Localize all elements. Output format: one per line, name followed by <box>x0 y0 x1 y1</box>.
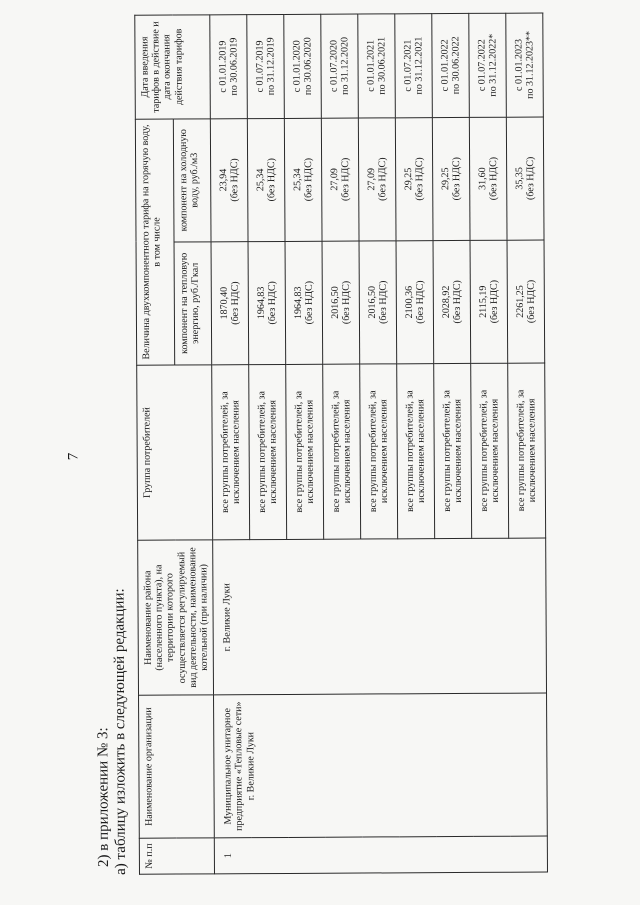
header-organization: Наименование организации <box>139 695 215 838</box>
water-value: 27,09 <box>329 168 341 191</box>
date-from: с 01.07.2021 <box>402 39 414 92</box>
date-cell <box>469 13 507 117</box>
date-from: с 01.01.2021 <box>365 39 377 92</box>
header-group: Группа потребителей <box>137 365 213 540</box>
date-from: с 01.01.2020 <box>291 40 303 93</box>
date-to: по 31.12.2022* <box>487 33 499 97</box>
heat-note: (без НДС) <box>377 280 390 324</box>
heat-note: (без НДС) <box>488 279 501 324</box>
date-cell <box>506 13 544 117</box>
group-cell: все группы потребителей, за исключением населения <box>397 364 435 539</box>
date-from: с 01.07.2022 <box>476 39 488 92</box>
date-to: по 30.06.2022 <box>450 36 462 95</box>
heat-cell <box>248 241 286 364</box>
heat-value: 1870,40 <box>218 286 230 320</box>
heat-cell <box>359 241 397 364</box>
heat-note: (без НДС) <box>340 280 353 325</box>
header-water-component: компонент на холодную воду, руб./м3 <box>173 119 211 242</box>
water-value: 35,35 <box>514 167 526 190</box>
group-cell: все группы потребителей, за исключением населения <box>360 364 398 539</box>
water-value: 23,94 <box>218 168 230 192</box>
intro-line-2: а) таблицу изложить в следующей редакции: <box>111 588 129 875</box>
group-cell: все группы потребителей, за исключением населения <box>249 364 287 539</box>
heat-value: 1964,83 <box>292 286 304 319</box>
heat-note: (без НДС) <box>266 281 279 325</box>
heat-note: (без НДС) <box>414 280 427 324</box>
heat-note: (без НДС) <box>525 279 538 324</box>
page-number: 7 <box>65 452 82 461</box>
water-note: (без НДС) <box>266 158 278 202</box>
date-from: с 01.07.2020 <box>328 40 340 93</box>
date-to: по 31.12.2019 <box>265 37 277 96</box>
heat-value: 2016,50 <box>329 286 341 319</box>
date-cell <box>395 14 433 118</box>
heat-value: 2028,92 <box>440 285 452 319</box>
header-tariff: Величина двухкомпонентного тарифа на горячую воду, в том числе <box>135 119 174 365</box>
water-cell <box>247 118 285 241</box>
heat-value: 2100,36 <box>403 285 415 319</box>
date-cell <box>321 14 359 118</box>
water-value: 25,34 <box>255 168 267 192</box>
date-from: с 01.01.2019 <box>217 40 229 93</box>
water-value: 25,34 <box>292 168 304 191</box>
date-to: по 31.12.2023** <box>524 30 536 99</box>
water-value: 31,60 <box>477 167 489 190</box>
group-cell: все группы потребителей, за исключением населения <box>286 364 324 539</box>
heat-cell <box>507 240 545 363</box>
heat-value: 2261,25 <box>514 285 526 318</box>
water-note: (без НДС) <box>229 158 241 202</box>
heat-cell <box>396 240 434 363</box>
water-cell <box>432 117 470 240</box>
water-note: (без НДС) <box>414 157 426 201</box>
date-cell <box>358 14 396 118</box>
date-to: по 31.12.2020 <box>339 37 351 95</box>
heat-cell <box>322 241 360 364</box>
heat-cell <box>285 241 323 364</box>
water-note: (без НДС) <box>451 157 463 201</box>
rotated-content <box>92 2 637 875</box>
heat-value: 2016,50 <box>366 286 378 319</box>
water-cell <box>469 117 507 240</box>
group-cell: все группы потребителей, за исключением населения <box>212 365 250 540</box>
heat-value: 1964,83 <box>255 286 267 320</box>
heat-cell <box>211 241 249 364</box>
header-area: Наименование района (населенного пункта), на территории которого осуществляется регулируемый вид деятельности, наименование котельной (при наличии) <box>138 540 214 696</box>
date-from: с 01.07.2019 <box>254 40 266 93</box>
organization-cell: Муниципальное унитарное предприятие «Тепловые сети» г. Великие Луки <box>214 693 548 837</box>
header-heat-component: компонент на тепловую энергию, руб./Гкал <box>174 242 212 365</box>
water-note: (без НДС) <box>488 156 500 201</box>
water-value: 29,25 <box>440 167 452 191</box>
heat-note: (без НДС) <box>303 280 316 325</box>
heat-cell <box>470 240 508 363</box>
date-from: с 01.01.2023 <box>513 38 525 92</box>
header-date: Дата введения тарифов в действие и дата окончания действия тарифов <box>135 15 211 119</box>
group-cell: все группы потребителей, за исключением населения <box>434 363 472 538</box>
water-cell <box>506 117 544 240</box>
date-cell <box>247 14 285 118</box>
group-cell: все группы потребителей, за исключением населения <box>508 363 546 538</box>
intro-line-1: 2) в приложении № 3: <box>95 727 112 868</box>
date-cell <box>210 15 248 119</box>
water-note: (без НДС) <box>525 156 537 201</box>
date-to: по 31.12.2021 <box>413 36 425 95</box>
group-cell: все группы потребителей, за исключением населения <box>323 364 361 539</box>
date-cell <box>432 13 470 117</box>
row-number: 1 <box>214 836 547 874</box>
water-note: (без НДС) <box>377 157 389 201</box>
table-body <box>210 13 548 874</box>
date-to: по 30.06.2019 <box>228 37 240 96</box>
heat-note: (без НДС) <box>451 280 464 324</box>
date-to: по 30.06.2020 <box>302 37 314 96</box>
heat-value: 2115,19 <box>477 285 489 318</box>
water-cell <box>321 118 359 241</box>
area-cell: г. Великие Луки <box>213 538 547 695</box>
water-cell <box>395 117 433 240</box>
heat-cell <box>433 240 471 363</box>
date-cell <box>284 14 322 118</box>
tariff-table <box>134 13 548 875</box>
water-value: 29,25 <box>403 167 415 191</box>
table-row <box>210 15 252 874</box>
water-cell <box>210 118 248 241</box>
water-value: 27,09 <box>366 167 378 191</box>
date-from: с 01.01.2022 <box>439 39 451 92</box>
water-cell <box>284 118 322 241</box>
water-note: (без НДС) <box>303 157 315 202</box>
group-cell: все группы потребителей, за исключением населения <box>471 363 509 538</box>
heat-note: (без НДС) <box>229 281 242 325</box>
water-cell <box>358 118 396 241</box>
header-num: № п.п <box>139 838 214 875</box>
date-to: по 30.06.2021 <box>376 36 388 95</box>
table-header-row <box>135 15 177 874</box>
water-note: (без НДС) <box>340 157 352 202</box>
